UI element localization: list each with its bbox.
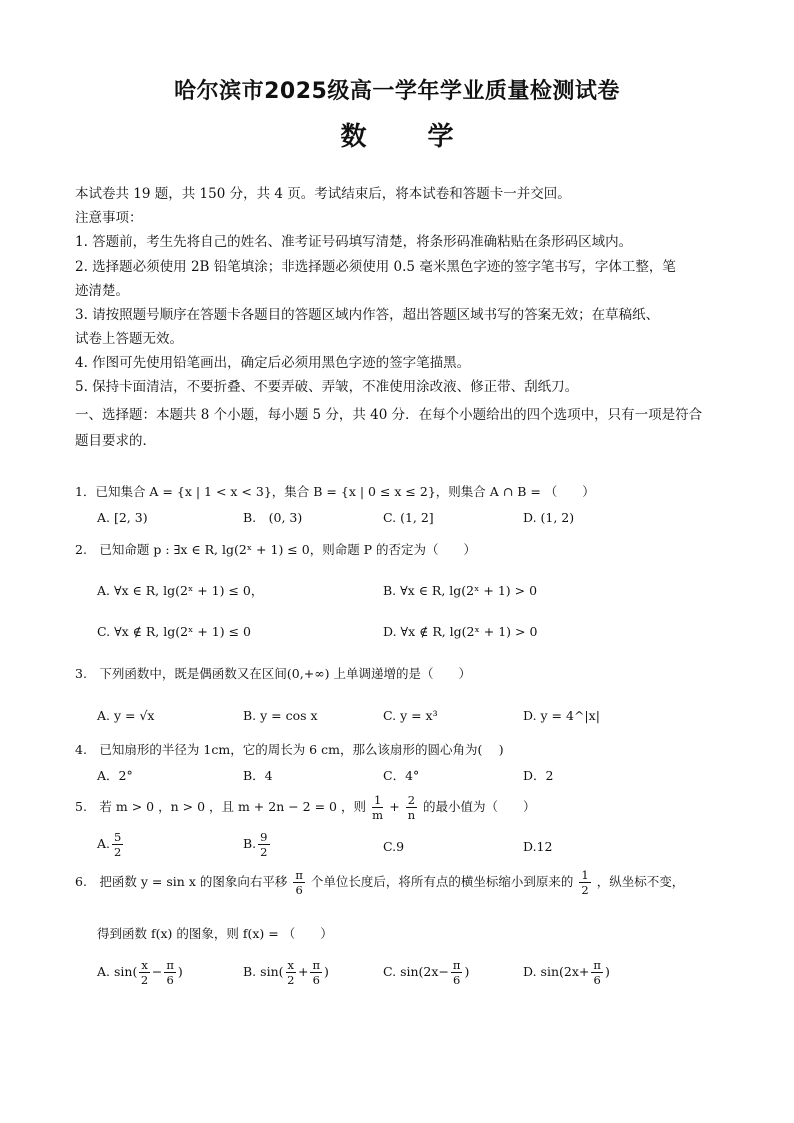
question-5-stem-pre: 5. 若 m > 0 ，n > 0 ，且 m + 2n − 2 = 0 ，则 [75, 799, 366, 814]
option-letter: C. [383, 964, 397, 979]
frac-num: π [452, 958, 461, 972]
frac-num: 5 [114, 830, 122, 844]
frac-num: π [295, 868, 303, 882]
exam-title: 哈尔滨市2025级高一学年学业质量检测试卷 [174, 79, 620, 104]
frac-num: π [166, 958, 174, 972]
question-3-option-c[interactable]: C. y = x³ [383, 708, 438, 723]
question-2-option-a[interactable]: A. ∀x ∈ R, lg(2ˣ + 1) ≤ 0， [97, 583, 264, 598]
question-5-option-a[interactable] [97, 830, 125, 859]
close-paren: ) [604, 964, 610, 979]
question-2-stem: 2. 已知命题 p : ∃x ∈ R, lg(2ˣ + 1) ≤ 0，则命题 P 的否定为（ ） [75, 542, 477, 557]
question-5-stem [75, 793, 536, 822]
fraction-9-over-2 [258, 830, 269, 859]
exam-summary: 本试卷共 19 题，共 150 分，共 4 页。考试结束后，将本试卷和答题卡一并交回。 [75, 186, 571, 202]
question-4-option-d[interactable]: D．2 [523, 768, 554, 783]
frac-num: x [287, 958, 294, 972]
sin-open: sin( [114, 964, 138, 979]
frac-den: 2 [140, 973, 149, 987]
question-2-option-d[interactable]: D. ∀x ∉ R, lg(2ˣ + 1) > 0 [383, 624, 538, 639]
frac-num: 2 [407, 793, 416, 807]
frac-den: 6 [593, 973, 601, 987]
question-6-option-c[interactable] [383, 958, 469, 987]
question-6-stem [75, 868, 684, 897]
frac-den: 2 [114, 845, 122, 859]
frac-den: m [372, 808, 384, 822]
question-3-option-d[interactable]: D. y = 4^|x| [523, 708, 600, 723]
question-6-option-b[interactable] [243, 958, 329, 987]
fraction-pi-over-6 [310, 958, 322, 987]
question-3-option-b[interactable]: B. y = cos x [243, 708, 318, 723]
frac-den: 2 [581, 883, 589, 897]
option-letter: B. [243, 964, 257, 979]
frac-num: 1 [581, 868, 589, 882]
question-3-option-a[interactable]: A. y = √x [97, 708, 155, 723]
note-5: 5. 保持卡面清洁，不要折叠、不要弄破、弄皱，不准使用涂改液、修正带、刮纸刀。 [75, 379, 579, 395]
close-paren: ) [464, 964, 470, 979]
fraction-pi-over-6 [591, 958, 603, 987]
fraction-1-over-2 [579, 868, 590, 897]
note-2-cont: 迹清楚。 [75, 283, 129, 299]
frac-den: 6 [453, 973, 461, 987]
frac-num: x [141, 958, 148, 972]
question-4-option-c[interactable]: C．4° [383, 768, 420, 783]
frac-num: π [312, 958, 321, 972]
note-4: 4. 作图可先使用铅笔画出，确定后必须用黑色字迹的签字笔描黑。 [75, 355, 471, 371]
two-x: 2x [423, 964, 439, 979]
question-2-option-c[interactable]: C. ∀x ∉ R, lg(2ˣ + 1) ≤ 0 [97, 624, 251, 639]
fraction-x-over-2 [286, 958, 297, 987]
sin-open: sin( [260, 964, 284, 979]
option-letter: A. [97, 964, 111, 979]
fraction-pi-over-6 [164, 958, 176, 987]
note-2: 2. 选择题必须使用 2B 铅笔填涂；非选择题必须使用 0.5 毫米黑色字迹的签字笔书写，字体工整，笔 [75, 259, 676, 275]
question-1-option-b[interactable]: B. (0, 3) [243, 510, 303, 525]
fraction-pi-over-6 [451, 958, 463, 987]
question-6-stem-mid: 个单位长度后，将所有点的横坐标缩小到原来的 [310, 874, 574, 889]
option-letter: A. [97, 836, 111, 851]
plus-sign: + [298, 964, 309, 979]
fraction-5-over-2 [112, 830, 123, 859]
question-6-stem-post: ，纵坐标不变， [596, 874, 685, 889]
question-4-stem: 4. 已知扇形的半径为 1cm，它的周长为 6 cm，那么该扇形的圆心角为( ) [75, 742, 504, 757]
question-6-option-d[interactable] [523, 958, 610, 987]
question-6-line2: 得到函数 f(x) 的图象，则 f(x) = （ ） [97, 926, 333, 941]
frac-den: n [407, 808, 416, 822]
fraction-x-over-2 [139, 958, 150, 987]
question-1-option-c[interactable]: C. (1, 2] [383, 510, 434, 525]
question-5-option-d[interactable]: D.12 [523, 839, 553, 854]
question-2-option-b[interactable]: B. ∀x ∈ R, lg(2ˣ + 1) > 0 [383, 583, 538, 598]
sin-open: sin( [540, 964, 564, 979]
question-1-option-d[interactable]: D. (1, 2) [523, 510, 575, 525]
question-4-option-b[interactable]: B．4 [243, 768, 273, 783]
option-letter: B. [243, 836, 257, 851]
frac-den: 6 [312, 973, 320, 987]
notes-heading: 注意事项： [75, 210, 143, 226]
close-paren: ) [324, 964, 329, 979]
minus-sign: − [151, 964, 163, 979]
frac-den: 2 [287, 973, 295, 987]
fraction-2-over-n [406, 793, 417, 822]
question-3-stem: 3. 下列函数中，既是偶函数又在区间(0,+∞) 上单调递增的是（ ） [75, 666, 471, 681]
sin-open: sin( [400, 964, 424, 979]
frac-den: 6 [295, 883, 303, 897]
question-1-stem: 1．已知集合 A = {x | 1 < x < 3}，集合 B = {x | 0 ≤ x ≤ 2}，则集合 A ∩ B = （ ） [75, 484, 595, 499]
note-3: 3. 请按照题号顺序在答题卡各题目的答题区域内作答，超出答题区域书写的答案无效；在草稿纸、 [75, 307, 660, 323]
plus-sign: + [389, 799, 400, 814]
two-x: 2x [563, 964, 579, 979]
section-heading-line1: 一、选择题：本题共 8 个小题，每小题 5 分，共 40 分．在每个小题给出的四个选项中，只有一项是符合 [75, 407, 703, 423]
frac-den: 6 [166, 973, 174, 987]
frac-num: 9 [260, 830, 268, 844]
question-4-option-a[interactable]: A．2° [97, 768, 133, 783]
section-heading-line2: 题目要求的． [75, 433, 156, 449]
minus-sign: − [438, 964, 449, 979]
plus-sign: + [578, 964, 590, 979]
question-5-stem-post: 的最小值为（ ） [423, 799, 536, 814]
question-5-option-c[interactable]: C.9 [383, 839, 405, 854]
option-letter: D. [523, 964, 537, 979]
frac-den: 2 [260, 845, 268, 859]
frac-num: π [593, 958, 601, 972]
note-1: 1. 答题前，考生先将自己的姓名、准考证号码填写清楚，将条形码准确粘贴在条形码区域内。 [75, 234, 633, 250]
question-5-option-b[interactable] [243, 830, 272, 859]
note-3-cont: 试卷上答题无效。 [75, 331, 183, 347]
question-6-stem-pre: 6. 把函数 y = sin x 的图象向右平移 [75, 874, 288, 889]
close-paren: ) [177, 964, 183, 979]
frac-num: 1 [373, 793, 382, 807]
question-6-option-a[interactable] [97, 958, 183, 987]
exam-subject: 数 学 [340, 122, 480, 152]
fraction-1-over-m [372, 793, 383, 822]
question-1-option-a[interactable]: A. [2, 3) [97, 510, 148, 525]
fraction-pi-over-6 [293, 868, 305, 897]
